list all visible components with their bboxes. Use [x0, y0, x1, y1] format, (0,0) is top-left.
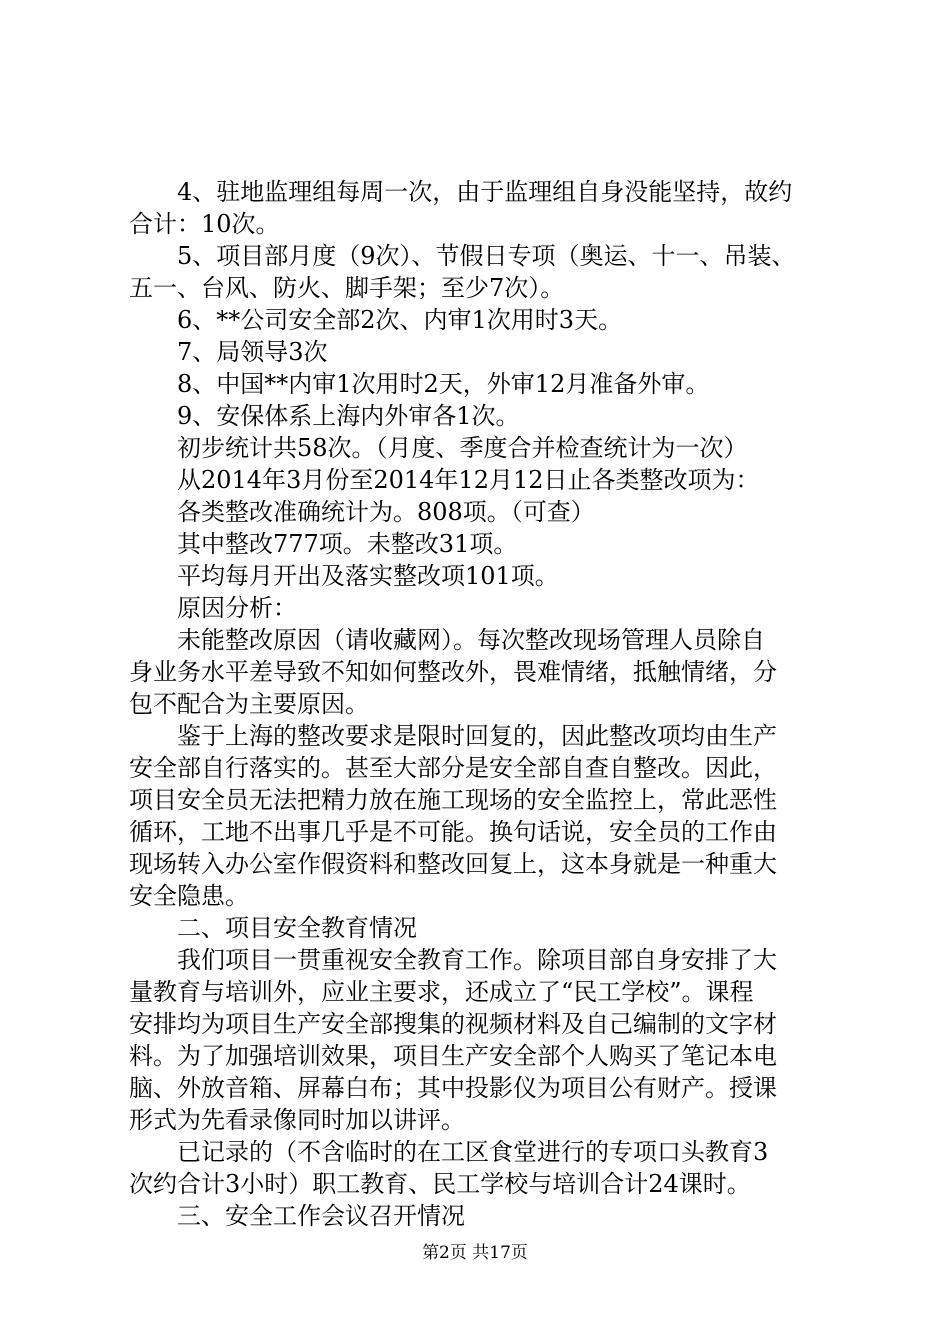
- text-line: 未能整改原因（请收藏网）。每次整改现场管理人员除自: [177, 626, 765, 654]
- text-line: 鉴于上海的整改要求是限时回复的，因此整改项均由生产: [177, 722, 777, 750]
- text-line: 平均每月开出及落实整改项101项。: [177, 562, 559, 590]
- text-line: 初步统计共58次。（月度、季度合并检查统计为一次）: [177, 434, 748, 462]
- text-line: 安排均为项目生产安全部搜集的视频材料及自己编制的文字材: [129, 1010, 777, 1038]
- text-line: 项目安全员无法把精力放在施工现场的安全监控上，常此恶性: [129, 786, 777, 814]
- text-line: 量教育与培训外，应业主要求，还成立了“民工学校”。课程: [129, 978, 754, 1006]
- text-line: 各类整改准确统计为。808项。（可查）: [177, 498, 595, 526]
- text-line: 身业务水平差导致不知如何整改外，畏难情绪，抵触情绪，分: [129, 658, 777, 686]
- text-line: 脑、外放音箱、屏幕白布；其中投影仪为项目公有财产。授课: [129, 1074, 777, 1102]
- text-line: 从2014年3月份至2014年12月12日止各类整改项为：: [177, 466, 760, 494]
- text-line: 现场转入办公室作假资料和整改回复上，这本身就是一种重大: [129, 850, 777, 878]
- text-line: 包不配合为主要原因。: [129, 690, 369, 718]
- text-line: 三、安全工作会议召开情况: [177, 1202, 465, 1230]
- text-line: 9、安保体系上海内外审各1次。: [177, 402, 520, 430]
- page-footer: 第2页 共17页: [422, 1243, 528, 1263]
- text-line: 5、项目部月度（9次）、节假日专项（奥运、十一、吊装、: [177, 242, 796, 270]
- document-body: [129, 176, 841, 1232]
- text-line: 8、中国**内审1次用时2天，外审12月准备外审。: [177, 370, 710, 398]
- text-line: 安全部自行落实的。甚至大部分是安全部自查自整改。因此，: [129, 754, 777, 782]
- text-line: 形式为先看录像同时加以讲评。: [129, 1106, 465, 1134]
- text-line: 五一、台风、防火、脚手架；至少7次）。: [129, 274, 565, 302]
- text-line: 安全隐患。: [129, 882, 249, 910]
- text-line: 其中整改777项。未整改31项。: [177, 530, 518, 558]
- text-line: 6、**公司安全部2次、内审1次用时3天。: [177, 306, 623, 334]
- text-line: 4、驻地监理组每周一次，由于监理组自身没能坚持，故约: [177, 178, 793, 206]
- text-line: 次约合计3小时）职工教育、民工学校与培训合计24课时。: [129, 1170, 751, 1198]
- text-line: 循环，工地不出事几乎是不可能。换句话说，安全员的工作由: [129, 818, 777, 846]
- text-line: 7、局领导3次: [177, 338, 328, 366]
- text-line: 料。为了加强培训效果，项目生产安全部个人购买了笔记本电: [129, 1042, 777, 1070]
- text-line: 原因分析：: [177, 594, 297, 622]
- text-line: 已记录的（不含临时的在工区食堂进行的专项口头教育3: [177, 1138, 769, 1166]
- text-line: 我们项目一贯重视安全教育工作。除项目部自身安排了大: [177, 946, 777, 974]
- text-line: 合计：10次。: [129, 210, 280, 238]
- text-line: 二、项目安全教育情况: [177, 914, 417, 942]
